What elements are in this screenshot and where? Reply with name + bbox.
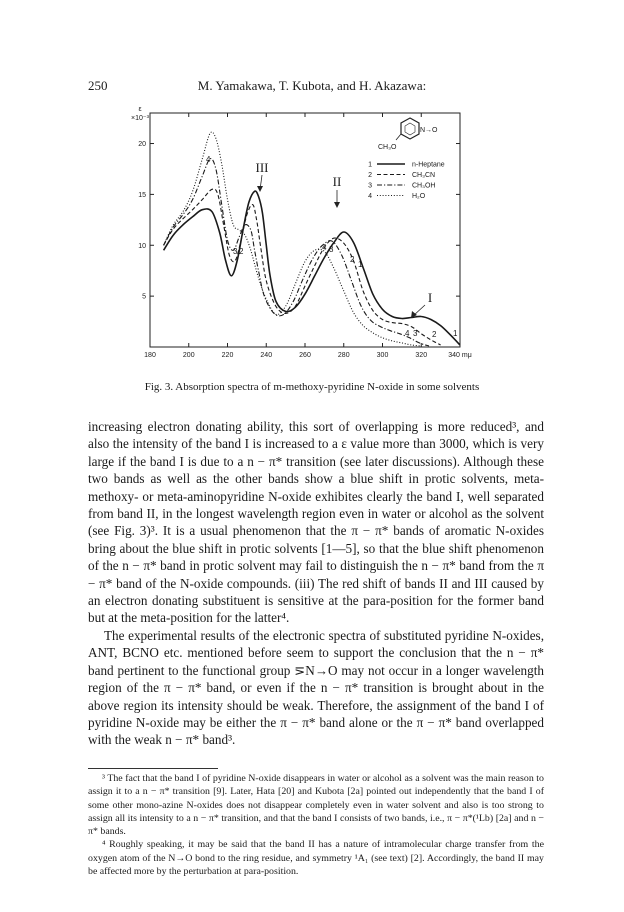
absorption-spectra-chart: [0, 0, 624, 380]
footnotes: [88, 772, 544, 878]
legend-number: 4: [368, 193, 372, 200]
curve-label: 1: [453, 329, 458, 338]
axis-ticks: [138, 113, 472, 359]
legend-label: CH₃CN: [412, 172, 436, 179]
footnote: ⁴ Roughly speaking, it may be said that the band II has a nature of intramolecular charge transfer from the oxygen atom of the N→O bond to the ring residue, and symmetry ¹A₁ (see text) [2]. Accordingly, the band II may be affected more by the perturbation at para-position.: [88, 839, 544, 878]
curve-label: 2: [432, 330, 437, 339]
curve-label: 1: [358, 260, 363, 269]
x-tick-label: 180: [144, 352, 156, 359]
band-iii-arrowhead: [257, 186, 263, 192]
x-tick-label: 220: [221, 352, 234, 359]
series-line-1: [164, 191, 460, 345]
x-tick-label: 340 mμ: [448, 352, 472, 359]
substituent-bond: [396, 134, 401, 140]
x-tick-label: 200: [182, 352, 195, 359]
legend-label: H₂O: [412, 193, 426, 200]
legend: [368, 162, 445, 201]
y-unit-scale: ×10⁻³: [131, 115, 149, 122]
curve-label: 3: [233, 247, 238, 256]
figure-caption: Fig. 3. Absorption spectra of m-methoxy-pyridine N-oxide in some solvents: [144, 381, 480, 393]
paragraph: increasing electron donating ability, this sort of overlapping is more reduced³, and also the intensity of the band I is increased to a ε value more than 3000, which is very large if the band I is due to a n − π* transition (see later discussions). Although these two bands as well as the other bands show a blue shift in protic solvents, meta-methoxy- or meta-aminopyridine N-oxide exhibites clearly the band I, well separated from band II, in the longest wavelength region even in water or alcohol as the solvent (see Fig. 3)³. It is a usual phenomenon that the π − π* bands of aromatic N-oxides bring about the blue shift in protic solvents [1—5], so that the blue shift phenomenon of the n − π* band in protic solvent may fail to distinguish the n − π* band from the π − π* band of the N-oxide compounds. (iii) The red shift of bands II and III caused by an electron donating substituent is sensitive at the para-position for the former band but at the meta-position for the latter⁴.: [88, 419, 544, 626]
page-number: 250: [88, 78, 108, 93]
legend-label: n-Heptane: [412, 161, 445, 169]
band-label-ii: II: [332, 174, 342, 189]
footnote: ³ The fact that the band I of pyridine N-oxide disappears in water or alcohol as a solvent was the main reason to assign it to a n − π* transition [9]. Later, Hata [20] and Kubota [2a] pointed out independently that the band I of some other mono-azine N-oxides does not disappear completely even in water solvent and also is too strong to assign all its intensity to a n − π* transition, and that the band I consists of two bands, i.e., π − π*(¹Lb) [2a] and n − π* bands.: [88, 773, 544, 838]
curve-label: 3: [329, 245, 334, 254]
y-tick-label: 15: [138, 191, 146, 199]
band-label-iii: III: [255, 160, 269, 175]
series-line-3: [164, 159, 429, 346]
curve-label: 2: [239, 247, 244, 256]
legend-number: 1: [368, 161, 372, 169]
y-tick-label: 10: [138, 242, 146, 250]
band-label-i: I: [427, 290, 433, 305]
x-tick-label: 260: [299, 352, 311, 359]
footnote-divider: [88, 768, 218, 769]
curve-label: 4: [206, 155, 211, 164]
plot-frame: [150, 113, 460, 347]
y-tick-label: 5: [142, 293, 146, 301]
curve-labels-band-iii: [206, 155, 244, 256]
band-ii-arrowhead: [334, 202, 340, 208]
pyridine-ring: [401, 118, 419, 139]
y-tick-label: 20: [138, 141, 146, 149]
x-tick-label: 280: [337, 352, 350, 359]
running-header-authors: M. Yamakawa, T. Kubota, and H. Akazawa:: [197, 78, 427, 93]
y-unit-epsilon: ε: [138, 106, 142, 113]
x-tick-label: 320: [415, 352, 428, 359]
x-tick-label: 300: [376, 352, 389, 359]
curve-label: 3: [413, 329, 418, 338]
legend-number: 3: [368, 182, 372, 190]
legend-label: CH₃OH: [412, 182, 436, 190]
substituent-label: CH₃O: [378, 144, 397, 151]
legend-number: 2: [368, 172, 372, 179]
body-text: [88, 418, 544, 749]
x-tick-label: 240: [260, 352, 273, 359]
molecule-structure: [378, 118, 438, 151]
paragraph: The experimental results of the electronic spectra of substituted pyridine N-oxides, ANT, BCNO etc. mentioned before seem to support the conclusion that the n − π* band pertinent to the functional group ⋝N→O may not occur in a longer wavelength region of the π − π* band, or even if the n − π* transition is brought about in the above region its intensity should be weak. Therefore, the assignment of the band I of pyridine N-oxide may be either the π − π* band alone or the π − π* band overlapped with the weak n − π* band³.: [88, 627, 544, 748]
curve-label: 2: [350, 255, 355, 264]
curve-label: 4: [322, 243, 327, 252]
inner-ring: [405, 123, 415, 135]
n-oxide-label: N→O: [420, 127, 438, 134]
curve-label: 4: [405, 329, 410, 338]
